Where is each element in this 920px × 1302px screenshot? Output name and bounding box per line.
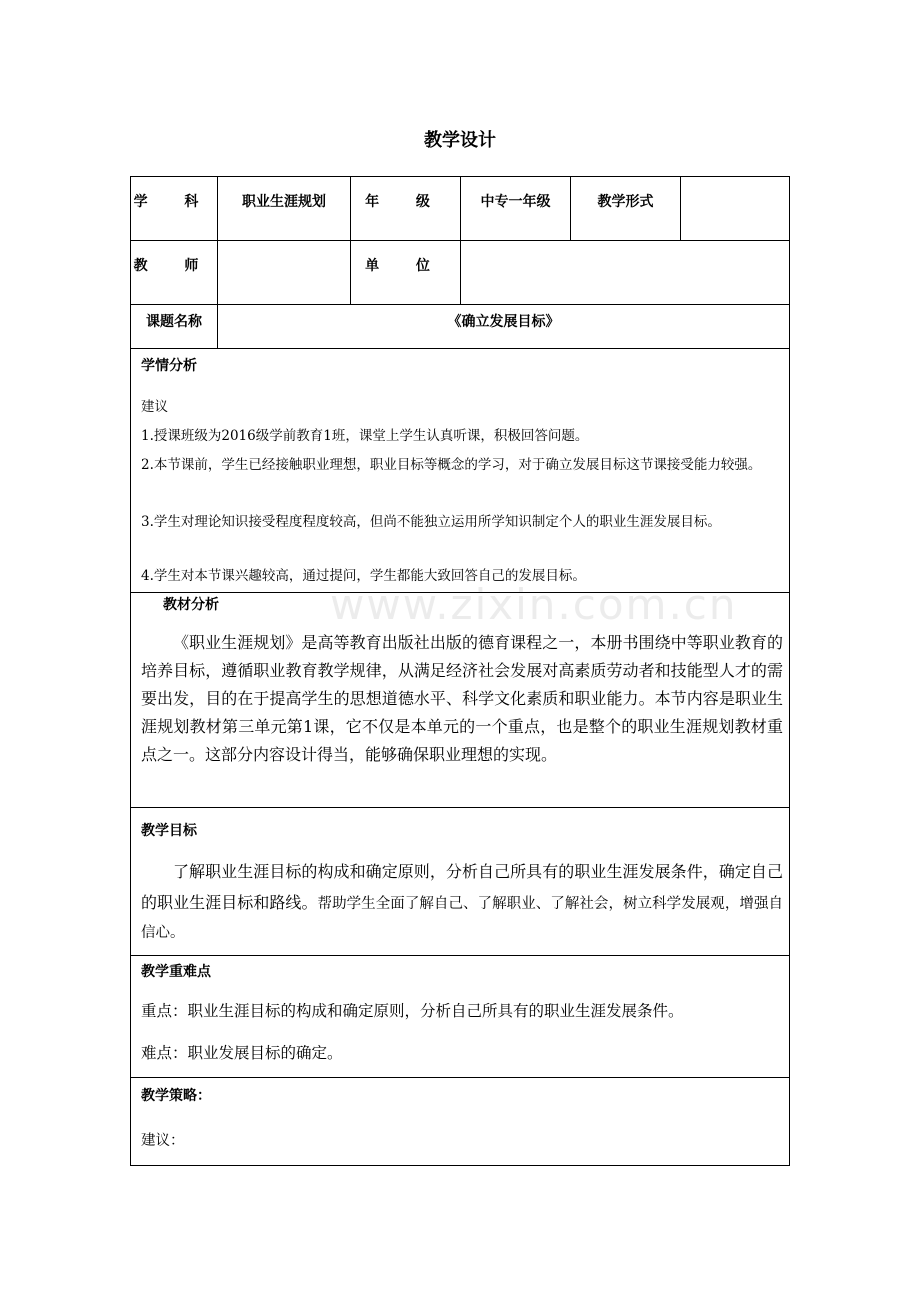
- material-analysis-text: 《职业生涯规划》是高等教育出版社出版的德育课程之一，本册书围绕中等职业教育的培养目标，遵循职业教育教学规律，从满足经济社会发展对高素质劳动者和技能型人才的需要出发，目的在于提高学生的思想道德水平、科学文化素质和职业能力。本节内容是职业生涯规划教材第三单元第1课，它不仅是本单元的一个重点，也是整个的职业生涯规划教材重点之一。这部分内容设计得当，能够确保职业理想的实现。: [141, 633, 783, 764]
- row-divider: [131, 1077, 789, 1078]
- teaching-form-label: 教学形式: [597, 194, 654, 210]
- topic-value: 《确立发展目标》: [447, 314, 560, 330]
- row-divider: [131, 955, 789, 956]
- subject-label: 学 科: [133, 194, 215, 210]
- objectives-heading: 教学目标: [141, 823, 197, 839]
- grade-label: 年 级: [365, 194, 446, 210]
- student-analysis-item: 2.本节课前，学生已经接触职业理想，职业目标等概念的学习，对于确立发展目标这节课接受能力较强。: [141, 457, 762, 473]
- strategy-heading: 教学策略：: [141, 1088, 211, 1104]
- student-analysis-item: 3.学生对理论知识接受程度程度较高，但尚不能独立运用所学知识制定个人的职业生涯发展目标。: [141, 514, 721, 530]
- student-analysis-item: 1.授课班级为2016级学前教育1班，课堂上学生认真听课，积极回答问题。: [141, 428, 589, 444]
- lesson-plan-table: [130, 176, 790, 1166]
- student-analysis-item: 4.学生对本节课兴趣较高，通过提问，学生都能大致回答自己的发展目标。: [141, 568, 586, 584]
- topic-label: 课题名称: [146, 314, 202, 330]
- objectives-text: 了解职业生涯目标的构成和确定原则，分析自己所具有的职业生涯发展条件，确定自己的职业生涯目标和路线。帮助学生全面了解自己、了解职业、了解社会，树立科学发展观，增强自信心。: [141, 862, 783, 941]
- student-analysis-heading: 学情分析: [141, 358, 197, 374]
- material-analysis-heading: 教材分析: [163, 597, 219, 613]
- teacher-label: 教 师: [133, 258, 215, 274]
- strategy-text: 建议：: [141, 1133, 185, 1149]
- row-divider: [131, 807, 789, 808]
- student-analysis-intro: 建议: [141, 399, 168, 415]
- page-title: 教学设计: [424, 130, 496, 151]
- key-points-heading: 教学重难点: [141, 964, 211, 980]
- grade-value: 中专一年级: [480, 194, 551, 210]
- watermark: www.zixin.com.cn: [330, 580, 738, 629]
- unit-label: 单 位: [365, 258, 446, 274]
- row-divider: [131, 348, 789, 349]
- subject-value: 职业生涯规划: [242, 194, 326, 210]
- col-divider: [680, 177, 681, 240]
- key-point-focus: 重点：职业生涯目标的构成和确定原则，分析自己所具有的职业生涯发展条件。: [141, 1002, 684, 1020]
- key-point-difficulty: 难点：职业发展目标的确定。: [141, 1044, 343, 1062]
- row-divider: [131, 304, 789, 305]
